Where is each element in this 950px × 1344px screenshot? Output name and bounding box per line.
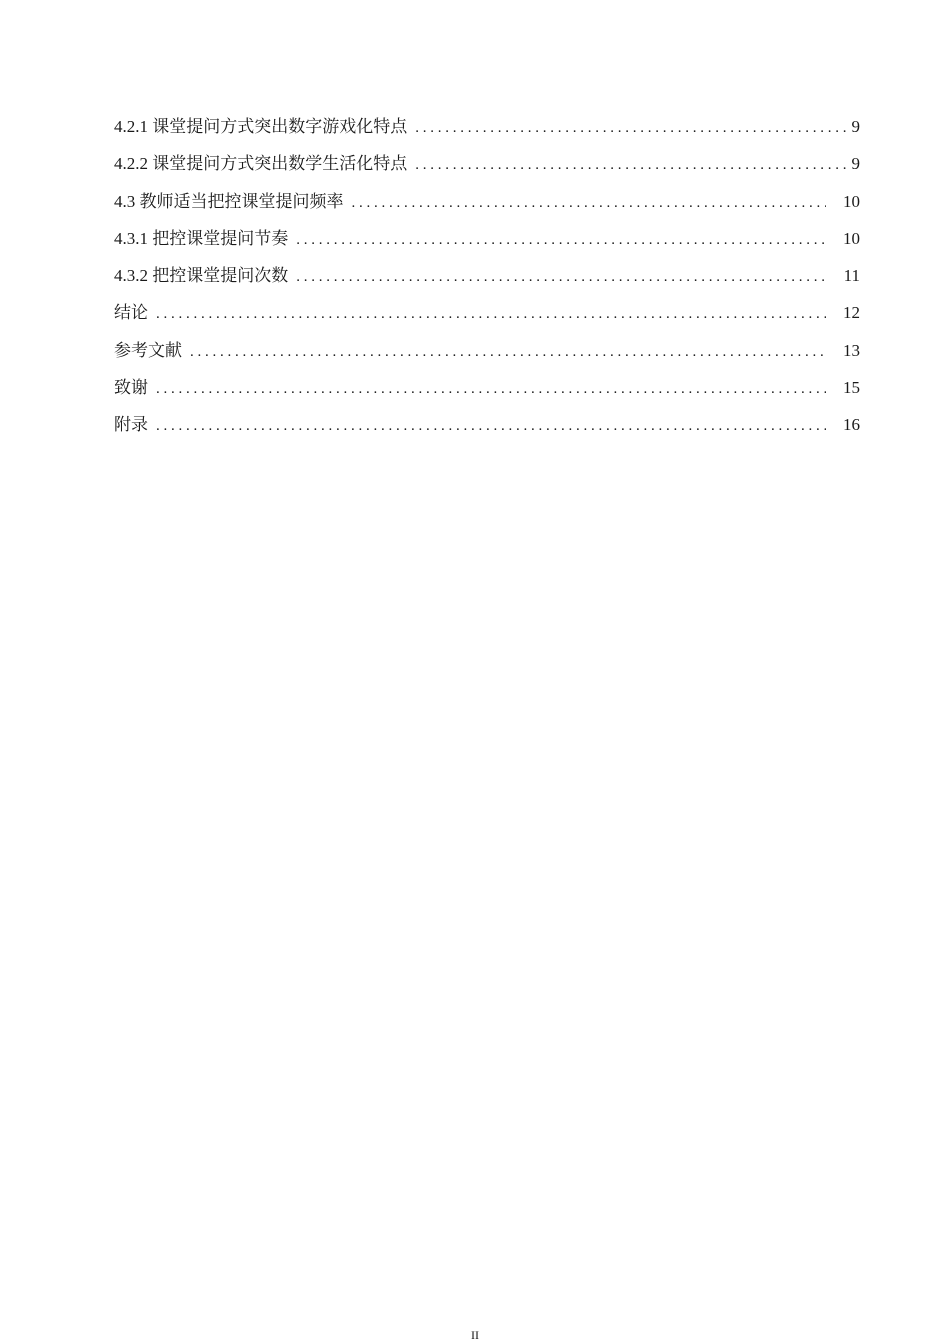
toc-entry[interactable] [114, 298, 860, 335]
toc-entry[interactable] [114, 112, 860, 149]
toc-entry-title: 4.2.2 课堂提问方式突出数学生活化特点 [114, 154, 408, 174]
toc-entry-page-number: 15 [843, 378, 860, 398]
toc-entry-title: 4.3 教师适当把控课堂提问频率 [114, 191, 344, 211]
toc-entry-title: 结论 [114, 303, 148, 323]
toc-entry-title: 附录 [114, 415, 148, 435]
toc-entry[interactable] [114, 224, 860, 261]
toc-entry[interactable] [114, 410, 860, 447]
toc-entry[interactable] [114, 187, 860, 224]
toc-entry-title: 4.3.2 把控课堂提问次数 [114, 266, 289, 286]
table-of-contents [114, 112, 860, 448]
toc-dot-leader [156, 418, 826, 435]
toc-entry-page-number: 16 [843, 415, 860, 435]
toc-dot-leader [415, 120, 849, 137]
toc-entry-title: 参考文献 [114, 340, 182, 360]
toc-entry-page-number: 9 [851, 154, 860, 174]
toc-entry[interactable] [114, 336, 860, 373]
toc-entry-page-number: 9 [851, 117, 860, 136]
toc-entry-page-number: 10 [843, 191, 860, 211]
toc-dot-leader [415, 157, 849, 174]
toc-entry-page-number: 13 [843, 340, 860, 360]
toc-entry[interactable] [114, 261, 860, 298]
toc-dot-leader [352, 195, 827, 212]
toc-dot-leader [296, 232, 826, 249]
footer-page-number: II [471, 1328, 479, 1342]
toc-dot-leader [156, 306, 826, 323]
toc-dot-leader [156, 381, 826, 398]
toc-entry-title: 4.3.1 把控课堂提问节奏 [114, 228, 289, 248]
toc-entry[interactable] [114, 149, 860, 186]
toc-entry[interactable] [114, 373, 860, 410]
toc-dot-leader [190, 344, 826, 361]
toc-entry-page-number: 11 [843, 266, 860, 286]
toc-entry-page-number: 12 [843, 303, 860, 323]
toc-dot-leader [296, 269, 826, 286]
toc-entry-title: 致谢 [114, 378, 148, 398]
toc-entry-page-number: 10 [843, 228, 860, 248]
toc-entry-title: 4.2.1 课堂提问方式突出数字游戏化特点 [114, 117, 408, 136]
